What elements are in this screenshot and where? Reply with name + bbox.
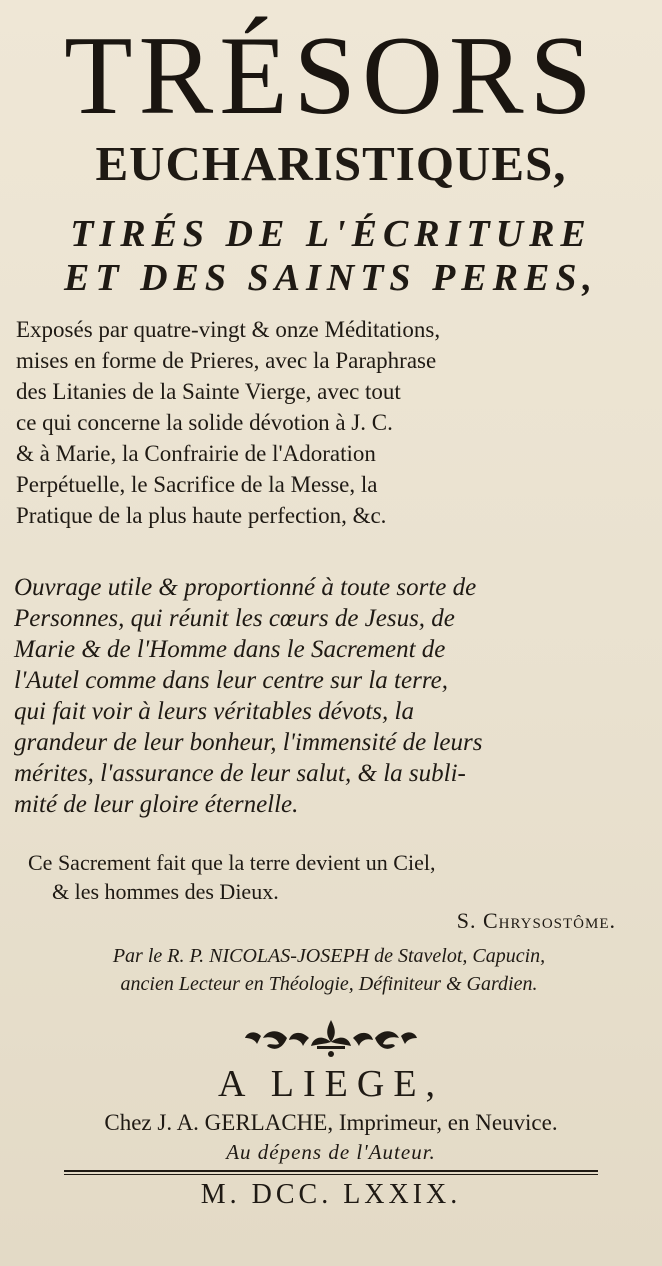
quote-line: Ce Sacrement fait que la terre devient un Ciel, [28, 850, 436, 875]
divider-rule-thin [64, 1174, 598, 1175]
heading-line-2: ET DES SAINTS PERES, [64, 257, 598, 299]
purpose-line: grandeur de leur bonheur, l'immensité de leurs [14, 729, 483, 756]
purpose-paragraph [14, 572, 634, 820]
expense-line: Au dépens de l'Auteur. [226, 1140, 436, 1164]
description-paragraph [16, 314, 636, 531]
description-line: Exposés par quatre-vingt & onze Méditations, [16, 317, 441, 342]
place-of-publication: A LIEGE, [217, 1063, 445, 1105]
author-statement [14, 942, 644, 998]
printer-line: Chez J. A. GERLACHE, Imprimeur, en Neuvice. [104, 1110, 558, 1135]
divider-rule [64, 1170, 598, 1172]
book-title: TRÉSORS [64, 14, 598, 138]
author-line: Par le R. P. NICOLAS-JOSEPH de Stavelot, Capucin, [112, 945, 546, 967]
quote-attribution: S. Chrysostôme. [456, 908, 616, 933]
description-line: mises en forme de Prieres, avec la Paraphrase [16, 348, 437, 373]
purpose-line: Ouvrage utile & proportionné à toute sorte de [14, 574, 477, 601]
description-line: ce qui concerne la solide dévotion à J. C. [16, 410, 393, 435]
description-line: des Litanies de la Sainte Vierge, avec tout [16, 379, 401, 404]
purpose-line: Marie & de l'Homme dans le Sacrement de [14, 636, 446, 663]
purpose-line: qui fait voir à leurs véritables dévots, la [14, 698, 414, 725]
publication-date: M. DCC. LXXIX. [200, 1179, 462, 1210]
book-subtitle: EUCHARISTIQUES, [95, 136, 567, 191]
purpose-line: mité de leur gloire éternelle. [14, 791, 299, 818]
description-line: & à Marie, la Confrairie de l'Adoration [16, 441, 376, 466]
heading-line-1: TIRÉS DE L'ÉCRITURE [70, 213, 592, 255]
purpose-line: Personnes, qui réunit les cœurs de Jesus, de [14, 605, 455, 632]
author-line: ancien Lecteur en Théologie, Définiteur & Gardien. [120, 973, 538, 995]
description-line: Pratique de la plus haute perfection, &c. [16, 503, 387, 528]
quote-line: & les hommes des Dieux. [52, 879, 279, 904]
purpose-line: mérites, l'assurance de leur salut, & la subli- [14, 760, 466, 787]
epigraph-quote [28, 848, 628, 935]
floral-fleuron-icon [231, 1012, 431, 1062]
description-line: Perpétuelle, le Sacrifice de la Messe, la [16, 472, 378, 497]
purpose-line: l'Autel comme dans leur centre sur la terre, [14, 667, 448, 694]
